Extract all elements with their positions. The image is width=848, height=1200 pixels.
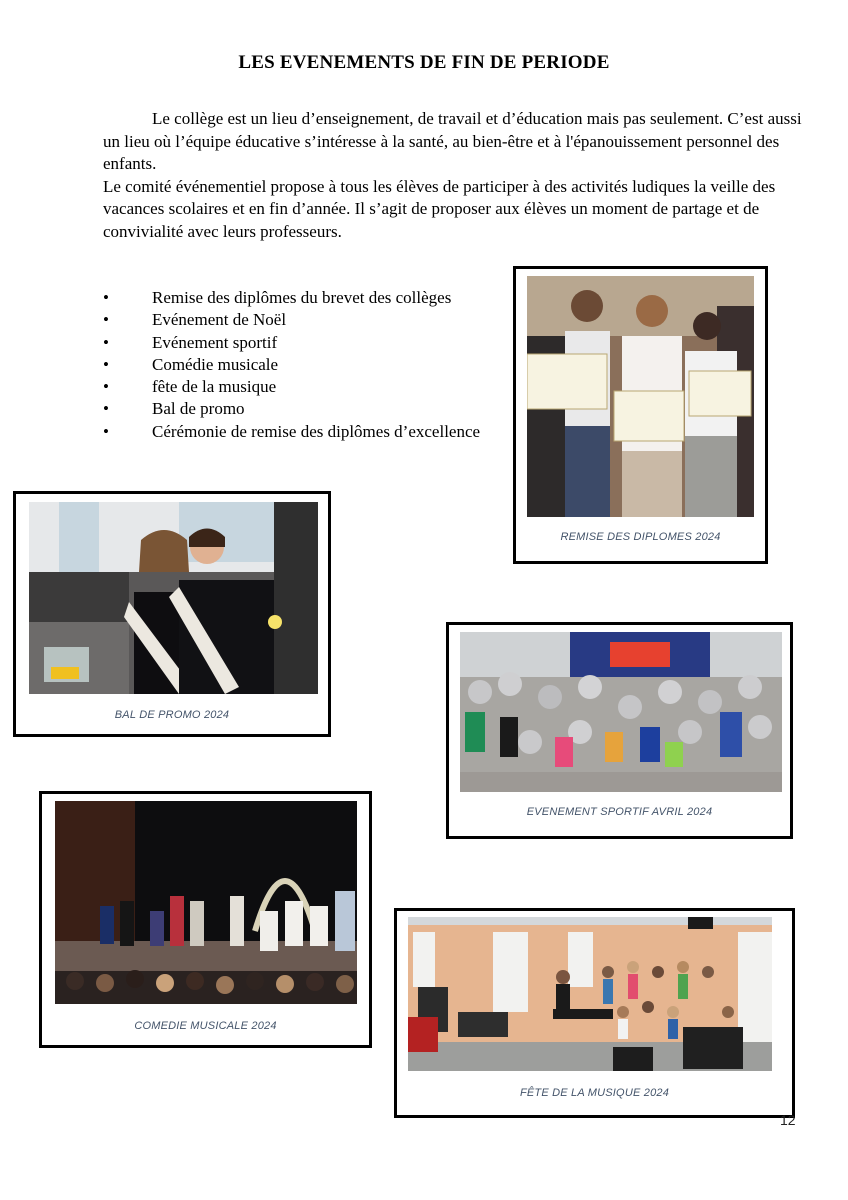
photo-comedie	[55, 801, 357, 1004]
photo-caption: BAL DE PROMO 2024	[114, 709, 230, 721]
list-item: • Evénement sportif	[103, 332, 480, 354]
intro-paragraph-1: Le collège est un lieu d’enseignement, de travail et d’éducation mais pas seulement. C’est aussi un lieu où l’équipe éducative s’intéresse à la santé, au bien-être et à l'épanouissement personnel des enfants.	[103, 109, 802, 174]
photo-frame-sportif	[446, 622, 793, 839]
photo-musique	[408, 917, 772, 1071]
bullet-icon: •	[103, 399, 109, 419]
bullet-icon: •	[103, 310, 109, 330]
photo-caption: EVENEMENT SPORTIF AVRIL 2024	[526, 806, 713, 818]
intro-text	[103, 108, 803, 244]
bullet-icon: •	[103, 332, 109, 352]
photo-frame-musique	[394, 908, 795, 1118]
photo-caption: REMISE DES DIPLOMES 2024	[560, 531, 721, 543]
bullet-icon: •	[103, 377, 109, 397]
events-list	[103, 287, 480, 443]
bullet-icon: •	[103, 288, 109, 307]
list-item: • Comédie musicale	[103, 354, 480, 376]
page-number: 12	[780, 1112, 796, 1128]
photo-frame-diplomes	[513, 266, 768, 564]
list-item: • Bal de promo	[103, 398, 480, 420]
bullet-icon: •	[103, 354, 109, 374]
intro-paragraph-2: Le comité événementiel propose à tous les élèves de participer à des activités ludiques la veille des vacances scolaires et en fin d’année. Il s’agit de proposer aux élèves un moment de partage et de convivialité avec leurs professeurs.	[103, 176, 776, 241]
list-item: • Evénement de Noël	[103, 309, 480, 331]
photo-frame-comedie	[39, 791, 372, 1048]
photo-sportif	[460, 632, 782, 792]
list-item: • fête de la musique	[103, 376, 480, 398]
photo-diplomes	[527, 276, 754, 517]
page-title: LES EVENEMENTS DE FIN DE PERIODE	[238, 52, 610, 73]
photo-bal	[29, 502, 318, 694]
photo-caption: COMEDIE MUSICALE 2024	[134, 1020, 277, 1032]
photo-frame-bal	[13, 491, 331, 737]
list-item: • Remise des diplômes du brevet des collèges	[103, 287, 480, 309]
bullet-icon: •	[103, 421, 109, 441]
list-item: • Cérémonie de remise des diplômes d’excellence	[103, 421, 480, 443]
photo-caption: FÊTE DE LA MUSIQUE 2024	[519, 1087, 670, 1099]
